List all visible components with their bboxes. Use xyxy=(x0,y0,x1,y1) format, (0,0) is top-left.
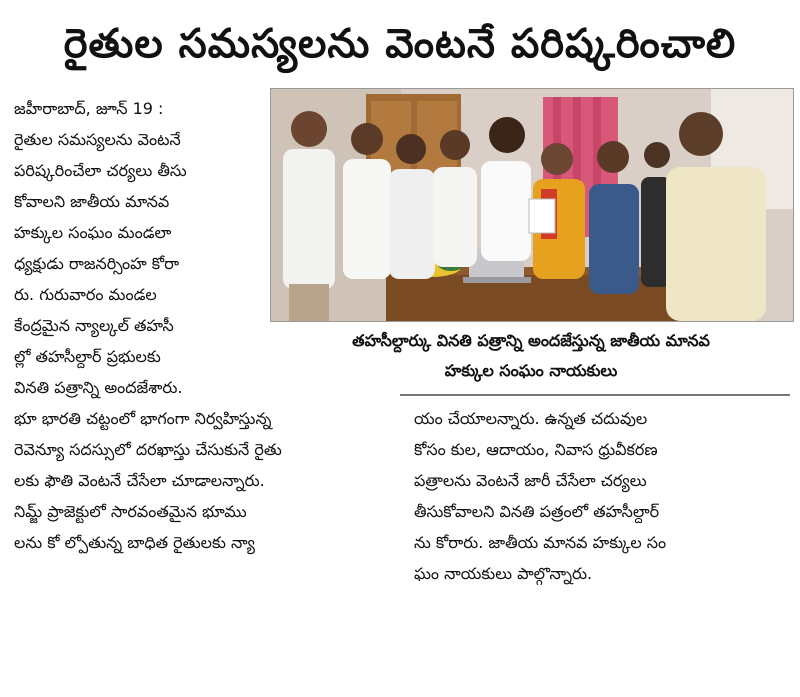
text-line: నిమ్జ్ ప్రాజెక్టులో సారవంతమైన భూము xyxy=(14,502,247,521)
text-line: కోసం కుల, ఆదాయం, నివాస ధ్రువీకరణ xyxy=(414,440,658,459)
text-line: పరిష్కరించేలా చర్యలు తీసు xyxy=(14,161,187,180)
left-column xyxy=(14,93,260,403)
text-line: రైతుల సమస్యలను వెంటనే xyxy=(14,130,181,149)
text-line: రు. గురువారం మండల xyxy=(14,285,157,304)
text-line: జహీరాబాద్, జూన్ 19 : xyxy=(14,99,164,118)
text-line: హక్కుల సంఘం మండలా xyxy=(14,223,172,242)
text-line: యం చేయాలన్నారు. ఉన్నత చదువుల xyxy=(414,409,648,428)
text-line: తీసుకోవాలని వినతి పత్రంలో తహసీల్దార్ xyxy=(414,502,660,521)
text-line: భూ భారతి చట్టంలో భాగంగా నిర్వహిస్తున్న xyxy=(14,409,272,428)
caption-line: తహసీల్దార్కు వినతి పత్రాన్ని అందజేస్తున్న జాతీయ మానవ xyxy=(352,331,710,350)
text-line: లను కో ల్పోతున్న బాధిత రైతులకు న్యా xyxy=(14,533,255,552)
text-line: ను కోరారు. జాతీయ మానవ హక్కుల సం xyxy=(414,533,667,552)
text-line: లకు ఫౌతి వెంటనే చేసేలా చూడాలన్నారు. xyxy=(14,471,265,490)
photo-caption xyxy=(270,326,792,386)
caption-line: హక్కుల సంఘం నాయకులు xyxy=(444,361,618,380)
text-line: కేంద్రమైన న్యాల్కల్ తహసీ xyxy=(14,316,174,335)
text-line: వినతి పత్రాన్ని అందజేశారు. xyxy=(14,378,183,397)
right-column xyxy=(414,403,790,589)
news-photo xyxy=(270,88,794,322)
text-line: ల్లో తహసీల్దార్ ప్రభులకు xyxy=(14,347,161,366)
article-headline: రైతుల సమస్యలను వెంటనే పరిష్కరించాలి xyxy=(63,21,737,67)
text-line: కోవాలని జాతీయ మానవ xyxy=(14,192,170,211)
text-line: పత్రాలను వెంటనే జారీ చేసేలా చర్యలు xyxy=(414,471,647,490)
text-line: ఘం నాయకులు పాల్గొన్నారు. xyxy=(414,564,593,583)
text-line: రెవెన్యూ సదస్సులో దరఖాస్తు చేసుకునే రైతు xyxy=(14,440,282,459)
caption-divider xyxy=(400,394,790,396)
text-line: ధ్యక్షుడు రాజనర్సింహ కోరా xyxy=(14,254,180,273)
bottom-left-column xyxy=(14,403,400,558)
